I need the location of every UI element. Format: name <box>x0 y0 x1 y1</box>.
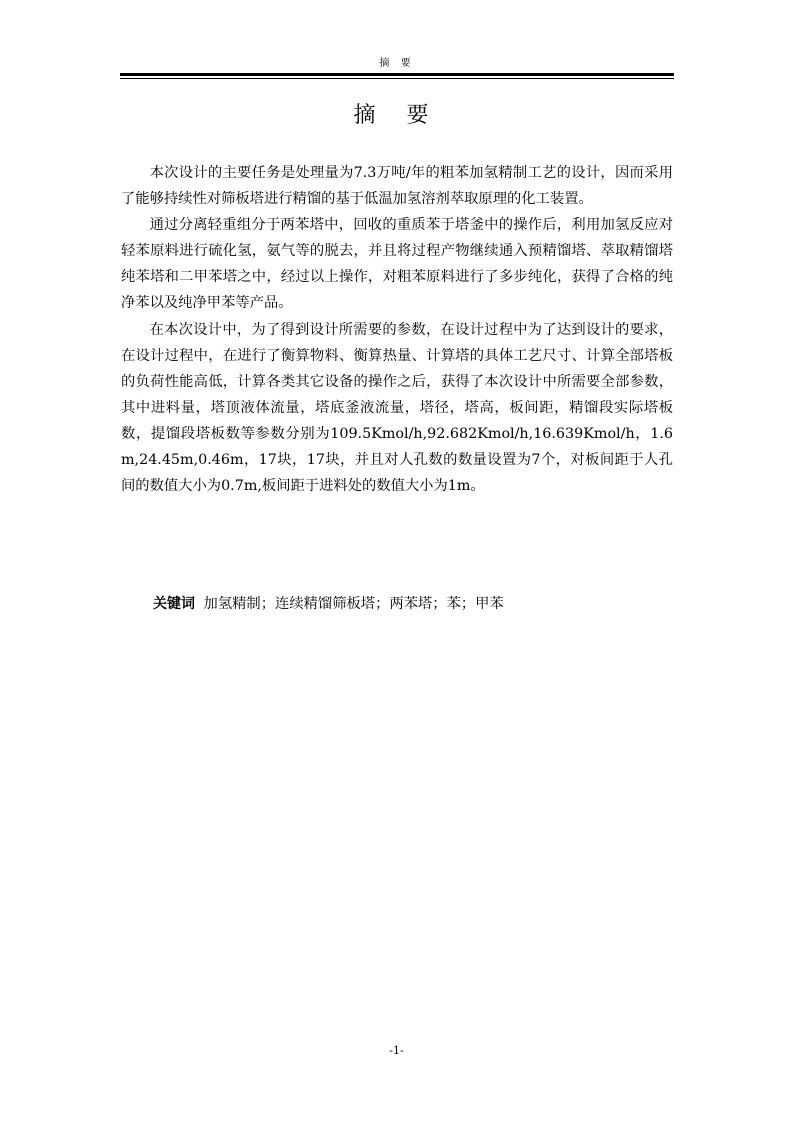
running-header: 摘 要 <box>379 58 415 69</box>
keywords-label: 关键词 <box>153 596 195 612</box>
abstract-paragraph-2: 通过分离轻重组分于两苯塔中，回收的重质苯于塔釜中的操作后，利用加氢反应对轻苯原料进行硫化氢，氨气等的脱去，并且将过程产物继续通入预精馏塔、萃取精馏塔 纯苯塔和二甲苯塔之中，经过以上操作，对粗苯原料进行了多步纯化，获得了合格的纯净苯以及纯净甲苯等产品。 <box>121 217 673 312</box>
header-rule-thick <box>120 73 674 76</box>
keywords-line <box>153 592 673 616</box>
keywords-text: 加氢精制；连续精馏筛板塔；两苯塔；苯；甲苯 <box>203 596 504 612</box>
page-number: -1- <box>389 1044 404 1057</box>
abstract-paragraph-1: 本次设计的主要任务是处理量为7.3万吨/年的粗苯加氢精制工艺的设计，因而采用了能够持续性对筛板塔进行精馏的基于低温加氢溶剂萃取原理的化工装置。 <box>121 165 673 208</box>
header-rule-thin <box>120 78 674 79</box>
abstract-paragraph-3: 在本次设计中，为了得到设计所需要的参数，在设计过程中为了达到设计的要求，在设计过程中，在进行了衡算物料、衡算热量、计算塔的具体工艺尺寸、计算全部塔板的负荷性能高低，计算各类其它设备的操作之后，获得了本次设计中所需要全部参数，其中进料量，塔顶液体流量，塔底釜液流量，塔径，塔高，板间距，精馏段实际塔板数，提馏段塔板数等参数分别为109.5Kmol/h,92.682Kmol/h,16.639Kmol/h，1.6m,24.45m,0.46m，17块，17块，并且对人孔数的数量设置为7个，对板间距于人孔间的数值大小为0.7m,板间距于进料处的数值大小为1m。 <box>121 321 673 495</box>
page-title: 摘 要 <box>353 103 441 128</box>
abstract-body <box>121 160 673 499</box>
